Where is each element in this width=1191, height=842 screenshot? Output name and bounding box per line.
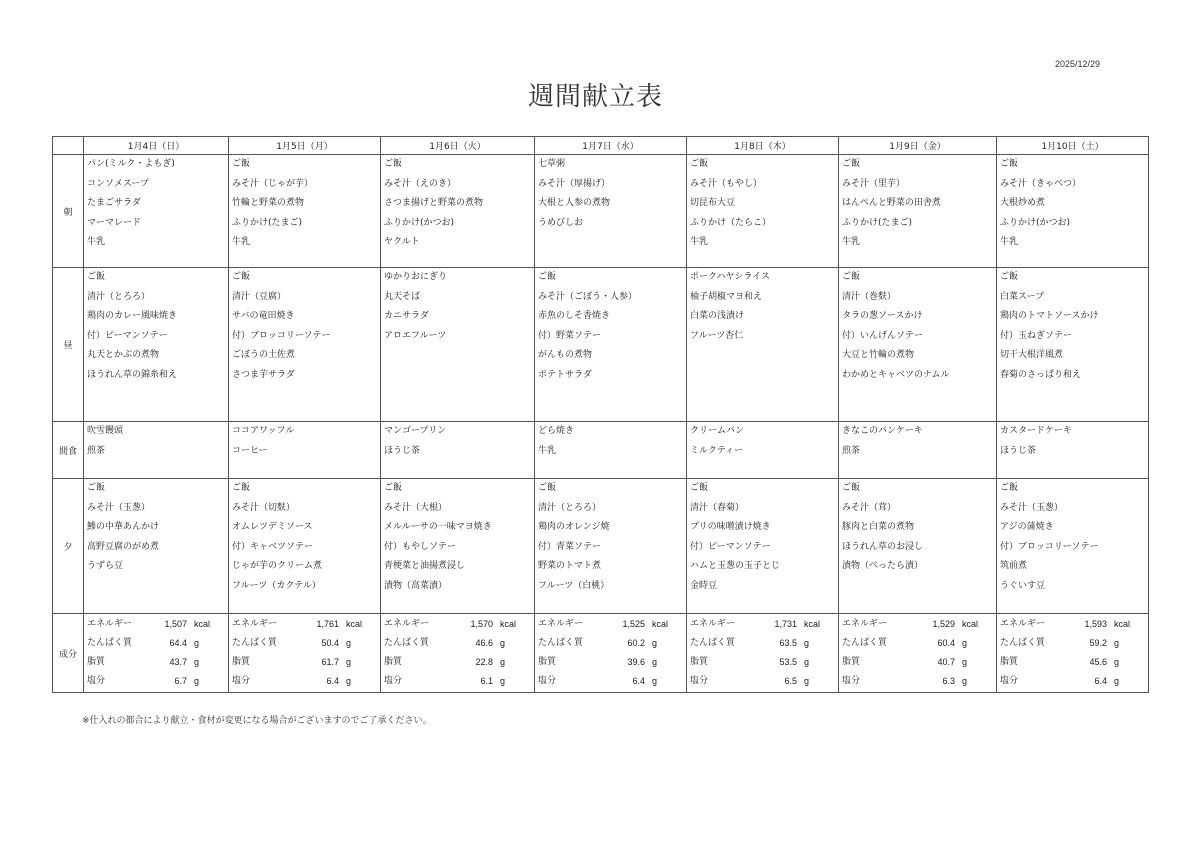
menu-item: ご飯 (842, 483, 861, 493)
menu-item: オムレツデミソース (232, 522, 313, 532)
weekly-menu-table (52, 136, 1149, 693)
nutrient-value: 1,529 (932, 619, 955, 629)
nutrient-value: 6.4 (632, 676, 645, 686)
menu-item: うぐいす豆 (1000, 580, 1046, 591)
nutrient-unit: g (962, 676, 968, 686)
nutrient-unit: g (652, 657, 658, 667)
menu-item: 牛乳 (1000, 237, 1019, 247)
nutrient-unit: g (962, 638, 968, 648)
menu-item: 付）ピーマンソテー (87, 330, 168, 341)
menu-item: 煎茶 (842, 445, 861, 456)
nutrition-cell (687, 614, 839, 693)
lunch-cell (687, 268, 839, 422)
menu-item: ミルクティー (690, 445, 744, 456)
menu-item: 牛乳 (232, 237, 251, 247)
nutrition-salt (842, 673, 996, 692)
nutrition-cell (381, 614, 535, 693)
nutrient-name: たんぱく質 (384, 638, 430, 648)
snack-cell (381, 422, 535, 479)
nutrient-unit: g (804, 638, 810, 648)
snack-cell (997, 422, 1149, 479)
nutrient-value: 6.7 (174, 676, 187, 686)
menu-item: アジの蒲焼き (1000, 522, 1054, 532)
nutrition-label: 成分 (53, 614, 84, 693)
menu-item: 白菜の浅漬け (690, 311, 745, 321)
menu-item: 吹雪饅頭 (87, 426, 124, 436)
menu-item: ほうれん草のお浸し (842, 541, 924, 552)
meal-label-dinner: 夕 (53, 479, 84, 614)
nutrition-energy (690, 616, 838, 635)
menu-item: 牛乳 (87, 237, 106, 247)
nutrition-energy (232, 616, 380, 635)
nutrient-value: 22.8 (475, 657, 493, 667)
nutrient-unit: kcal (194, 619, 211, 629)
menu-item: 鯵の中華あんかけ (87, 522, 160, 532)
nutrient-value: 50.4 (321, 638, 339, 648)
breakfast-cell (535, 155, 687, 268)
snack-cell (229, 422, 381, 479)
nutrition-protein (538, 635, 686, 654)
nutrient-unit: kcal (804, 619, 821, 629)
menu-item: ご飯 (232, 272, 251, 282)
menu-item: みそ汁（もやし） (690, 178, 763, 189)
nutrient-unit: kcal (962, 619, 979, 629)
menu-item: カスタードケーキ (1000, 426, 1072, 436)
menu-item: 牛乳 (690, 237, 709, 247)
nutrient-name: 脂質 (538, 657, 557, 667)
menu-item: ポテトサラダ (538, 369, 592, 380)
nutrient-name: 脂質 (690, 657, 709, 667)
nutrient-name: 塩分 (690, 676, 709, 686)
nutrient-value: 39.6 (627, 657, 645, 667)
menu-item: ふりかけ(たまご) (232, 217, 303, 228)
menu-item: ほうじ茶 (1000, 445, 1037, 456)
nutrition-energy (384, 616, 534, 635)
nutrition-salt (87, 673, 228, 692)
nutrient-unit: g (346, 638, 352, 648)
nutrient-name: 脂質 (384, 657, 403, 667)
menu-item: 牛乳 (842, 237, 861, 247)
snack-row (53, 422, 1149, 479)
menu-item: みそ汁（きゃべつ） (1000, 178, 1082, 189)
nutrient-value: 60.4 (937, 638, 955, 648)
menu-item: みそ汁（大根） (384, 502, 448, 513)
nutrient-value: 46.6 (475, 638, 493, 648)
menu-item: 付）ブロッコリーソテー (232, 330, 331, 341)
menu-item: 漬物（高菜漬） (384, 580, 448, 591)
nutrient-name: 脂質 (842, 657, 861, 667)
nutrient-value: 1,731 (774, 619, 797, 629)
menu-item: ご飯 (1000, 272, 1019, 282)
menu-item: みそ汁（茸） (842, 502, 897, 513)
nutrient-unit: kcal (500, 619, 517, 629)
menu-item: 柚子胡椒マヨ和え (690, 291, 763, 302)
nutrient-name: 脂質 (232, 657, 251, 667)
nutrient-unit: g (500, 676, 506, 686)
nutrition-cell (997, 614, 1149, 693)
dinner-cell (381, 479, 535, 614)
snack-cell (687, 422, 839, 479)
nutrition-fat (232, 654, 380, 673)
menu-item: ヤクルト (384, 237, 420, 247)
menu-item: 大根炒め煮 (1000, 198, 1046, 208)
dinner-cell (229, 479, 381, 614)
menu-item: 青梗菜と油揚煮浸し (384, 561, 466, 571)
nutrient-value: 1,525 (622, 619, 645, 629)
menu-item: 清汁（とろろ） (87, 291, 151, 302)
nutrient-unit: g (1114, 657, 1120, 667)
page-title: 週間献立表 (527, 82, 663, 112)
nutrition-cell (229, 614, 381, 693)
menu-item: ふりかけ(かつお) (1000, 217, 1071, 228)
nutrient-value: 40.7 (937, 657, 955, 667)
menu-item: ごぼうの土佐煮 (232, 350, 296, 360)
nutrient-name: 塩分 (384, 676, 403, 686)
menu-item: みそ汁（玉葱） (87, 502, 151, 513)
menu-item: 煎茶 (87, 445, 106, 456)
nutrition-cell (84, 614, 229, 693)
menu-item: じゃが芋のクリーム煮 (232, 561, 323, 571)
menu-item: 高野豆腐のがめ煮 (87, 541, 160, 552)
nutrition-protein (1000, 635, 1148, 654)
day-header: 1月8日（木） (687, 137, 839, 155)
nutrient-unit: g (1114, 676, 1120, 686)
menu-item: パン(ミルク・よもぎ) (87, 159, 175, 169)
nutrient-unit: kcal (346, 619, 363, 629)
lunch-cell (84, 268, 229, 422)
nutrient-unit: g (346, 657, 352, 667)
menu-item: ご飯 (384, 483, 403, 493)
nutrition-salt (690, 673, 838, 692)
menu-item: たまごサラダ (87, 198, 141, 208)
menu-item: 豚肉と白菜の煮物 (842, 522, 915, 532)
nutrient-name: 脂質 (1000, 657, 1019, 667)
nutrient-value: 6.4 (326, 676, 339, 686)
lunch-cell (229, 268, 381, 422)
nutrition-protein (690, 635, 838, 654)
nutrient-value: 45.6 (1089, 657, 1107, 667)
menu-item: 野菜のトマト煮 (538, 561, 602, 571)
nutrition-cell (839, 614, 997, 693)
menu-item: 竹輪と野菜の煮物 (232, 198, 305, 208)
menu-item: みそ汁（切麩） (232, 502, 296, 513)
nutrient-unit: g (804, 676, 810, 686)
nutrient-name: たんぱく質 (232, 638, 278, 648)
menu-item: 丸天そば (384, 291, 421, 302)
nutrient-unit: g (652, 676, 658, 686)
menu-item: フルーツ（カクテル） (232, 580, 321, 591)
dinner-cell (84, 479, 229, 614)
meal-label-lunch: 昼 (53, 268, 84, 422)
nutrition-protein (87, 635, 228, 654)
menu-item: ゆかりおにぎり (384, 272, 448, 282)
menu-item: 付）いんげんソテー (842, 330, 924, 341)
nutrition-salt (538, 673, 686, 692)
nutrient-unit: g (652, 638, 658, 648)
nutrient-unit: g (500, 657, 506, 667)
nutrient-value: 1,570 (470, 619, 493, 629)
menu-item: アロエフルーツ (384, 330, 447, 341)
menu-item: 春菊のさっぱり和え (1000, 369, 1082, 380)
menu-item: みそ汁（里芋） (842, 178, 906, 189)
nutrient-name: エネルギー (87, 619, 133, 629)
menu-item: ご飯 (232, 483, 251, 493)
lunch-cell (997, 268, 1149, 422)
nutrition-energy (1000, 616, 1148, 635)
menu-item: ご飯 (538, 272, 557, 282)
nutrient-unit: g (194, 657, 200, 667)
breakfast-cell (997, 155, 1149, 268)
menu-item: どら焼き (538, 426, 575, 436)
nutrient-name: エネルギー (232, 619, 278, 629)
nutrient-value: 1,761 (316, 619, 339, 629)
menu-item: うずら豆 (87, 561, 124, 571)
nutrient-unit: kcal (652, 619, 669, 629)
nutrition-fat (384, 654, 534, 673)
menu-item: ふりかけ(かつお) (384, 217, 455, 228)
menu-item: みそ汁（じゃが芋） (232, 178, 314, 189)
menu-item: 清汁（春菊） (690, 502, 745, 513)
nutrition-cell (535, 614, 687, 693)
nutrient-unit: g (346, 676, 352, 686)
menu-item: ふりかけ（たらこ） (690, 217, 772, 228)
menu-item: 付）野菜ソテー (538, 330, 602, 341)
breakfast-cell (229, 155, 381, 268)
dinner-row (53, 479, 1149, 614)
nutrient-name: 塩分 (842, 676, 861, 686)
menu-item: みそ汁（厚揚げ） (538, 178, 611, 189)
meal-label-snack: 間食 (53, 422, 84, 479)
nutrition-fat (87, 654, 228, 673)
day-header: 1月10日（土） (997, 137, 1149, 155)
day-header: 1月4日（日） (84, 137, 229, 155)
nutrient-name: 塩分 (87, 676, 106, 686)
nutrient-value: 6.3 (942, 676, 955, 686)
menu-item: 大根と人参の煮物 (538, 198, 611, 208)
menu-item: 付）ピーマンソテー (690, 541, 771, 552)
nutrition-fat (690, 654, 838, 673)
menu-item: みそ汁（ごぼう・人参） (538, 291, 638, 302)
menu-item: サバの竜田焼き (232, 311, 295, 321)
nutrition-energy (538, 616, 686, 635)
nutrient-name: たんぱく質 (690, 638, 736, 648)
menu-item: マンゴープリン (384, 426, 447, 436)
issue-date: 2025/12/29 (1054, 59, 1100, 69)
nutrition-fat (842, 654, 996, 673)
day-header: 1月9日（金） (839, 137, 997, 155)
menu-item: ご飯 (1000, 159, 1019, 169)
menu-item: ほうじ茶 (384, 445, 421, 456)
nutrient-value: 53.5 (779, 657, 797, 667)
snack-cell (839, 422, 997, 479)
menu-item: フルーツ杏仁 (690, 330, 744, 341)
nutrient-unit: g (962, 657, 968, 667)
nutrient-unit: g (194, 638, 200, 648)
nutrient-value: 63.5 (779, 638, 797, 648)
menu-item: がんもの煮物 (538, 350, 593, 360)
day-header: 1月7日（水） (535, 137, 687, 155)
menu-item: 付）青菜ソテー (538, 541, 602, 552)
menu-item: ハムと玉葱の玉子とじ (690, 561, 781, 571)
menu-item: さつま芋サラダ (232, 369, 295, 380)
menu-item: 切干大根洋風煮 (1000, 350, 1064, 360)
menu-item: 大豆と竹輪の煮物 (842, 350, 915, 360)
menu-item: ご飯 (690, 159, 709, 169)
menu-item: ご飯 (232, 159, 251, 169)
nutrient-value: 6.4 (1094, 676, 1107, 686)
menu-item: ご飯 (1000, 483, 1019, 493)
menu-item: 鶏肉のオレンジ焼 (538, 522, 610, 532)
nutrient-name: 塩分 (1000, 676, 1019, 686)
menu-item: 漬物（べったら漬） (842, 561, 924, 571)
menu-item: 丸天とかぶの煮物 (87, 350, 160, 360)
nutrient-name: エネルギー (842, 619, 888, 629)
menu-item: タラの葱ソースかけ (842, 311, 923, 321)
nutrient-name: たんぱく質 (842, 638, 888, 648)
menu-item: マーマレード (87, 217, 142, 228)
menu-item: ご飯 (384, 159, 403, 169)
snack-cell (535, 422, 687, 479)
dinner-cell (839, 479, 997, 614)
nutrient-value: 59.2 (1089, 638, 1107, 648)
menu-item: 清汁（豆腐） (232, 291, 287, 302)
menu-item: 七草粥 (538, 159, 566, 169)
menu-item: ほうれん草の錦糸和え (87, 369, 178, 380)
nutrient-value: 1,593 (1084, 619, 1107, 629)
nutrient-name: たんぱく質 (87, 638, 133, 648)
nutrient-value: 64.4 (169, 638, 187, 648)
menu-item: 付）もやしソテー (384, 541, 457, 552)
nutrient-name: エネルギー (1000, 619, 1046, 629)
day-header: 1月5日（月） (229, 137, 381, 155)
nutrition-row (53, 614, 1149, 693)
menu-item: 牛乳 (538, 445, 557, 456)
meal-label-breakfast: 朝 (53, 155, 84, 268)
menu-item: 金時豆 (690, 580, 718, 591)
nutrient-name: エネルギー (690, 619, 736, 629)
nutrition-salt (1000, 673, 1148, 692)
nutrition-energy (87, 616, 228, 635)
menu-item: 鶏肉のトマトソースかけ (1000, 311, 1099, 321)
breakfast-cell (839, 155, 997, 268)
menu-item: フルーツ（白桃） (538, 580, 610, 591)
menu-item: 赤魚のしそ香焼き (538, 311, 611, 321)
nutrient-name: エネルギー (538, 619, 584, 629)
menu-item: ご飯 (842, 159, 861, 169)
dinner-cell (997, 479, 1149, 614)
dinner-cell (535, 479, 687, 614)
menu-item: 付）玉ねぎソテー (1000, 330, 1073, 341)
menu-item: ご飯 (690, 483, 709, 493)
nutrient-unit: kcal (1114, 619, 1131, 629)
lunch-cell (535, 268, 687, 422)
lunch-cell (381, 268, 535, 422)
nutrient-value: 1,507 (164, 619, 187, 629)
nutrition-protein (842, 635, 996, 654)
menu-item: 筑前煮 (1000, 561, 1028, 571)
menu-item: 白菜スープ (1000, 291, 1045, 302)
nutrient-value: 43.7 (169, 657, 187, 667)
corner-cell (53, 137, 84, 155)
menu-item: メルルーサの一味マヨ焼き (384, 522, 492, 532)
menu-item: ご飯 (87, 483, 106, 493)
breakfast-row (53, 155, 1149, 268)
nutrition-protein (384, 635, 534, 654)
menu-item: 清汁（とろろ） (538, 502, 602, 513)
nutrition-salt (232, 673, 380, 692)
menu-item: わかめとキャベツのナムル (842, 369, 950, 380)
nutrient-name: たんぱく質 (538, 638, 584, 648)
header-row (53, 137, 1149, 155)
dinner-cell (687, 479, 839, 614)
menu-item: ご飯 (87, 272, 106, 282)
nutrition-salt (384, 673, 534, 692)
nutrition-protein (232, 635, 380, 654)
lunch-cell (839, 268, 997, 422)
menu-item: コンソメスープ (87, 178, 149, 189)
menu-item: ポークハヤシライス (690, 272, 771, 282)
menu-item: 鶏肉のカレー風味焼き (87, 311, 178, 321)
menu-item: うめびしお (538, 217, 584, 228)
menu-item: はんぺんと野菜の田舎煮 (842, 198, 941, 208)
nutrition-energy (842, 616, 996, 635)
menu-item: 清汁（巻麩） (842, 291, 897, 302)
nutrient-value: 6.5 (784, 676, 797, 686)
menu-item: みそ汁（えのき） (384, 178, 457, 189)
breakfast-cell (381, 155, 535, 268)
menu-item: カニサラダ (384, 311, 429, 321)
breakfast-cell (84, 155, 229, 268)
menu-item: クリームパン (690, 426, 745, 436)
nutrient-unit: g (1114, 638, 1120, 648)
nutrient-name: たんぱく質 (1000, 638, 1046, 648)
menu-item: 切昆布大豆 (690, 198, 736, 208)
menu-item: 付）ブロッコリーソテー (1000, 541, 1099, 552)
nutrient-value: 61.7 (321, 657, 339, 667)
lunch-row (53, 268, 1149, 422)
footer-note: ※仕入れの都合により献立・食材が変更になる場合がございますのでご了承ください。 (82, 716, 432, 726)
menu-item: ご飯 (538, 483, 557, 493)
nutrient-name: 脂質 (87, 657, 106, 667)
menu-item: ブリの味噌漬け焼き (690, 522, 771, 532)
nutrient-unit: g (194, 676, 200, 686)
nutrient-name: 塩分 (538, 676, 557, 686)
nutrient-name: 塩分 (232, 676, 251, 686)
nutrient-unit: g (804, 657, 810, 667)
nutrient-unit: g (500, 638, 506, 648)
nutrient-value: 6.1 (480, 676, 493, 686)
menu-item: きなこのパンケーキ (842, 426, 923, 436)
menu-item: さつま揚げと野菜の煮物 (384, 198, 484, 208)
snack-cell (84, 422, 229, 479)
menu-item: ふりかけ(たまご) (842, 217, 913, 228)
day-header: 1月6日（火） (381, 137, 535, 155)
menu-item: みそ汁（玉葱） (1000, 502, 1064, 513)
menu-item: ご飯 (842, 272, 861, 282)
nutrition-fat (1000, 654, 1148, 673)
nutrient-name: エネルギー (384, 619, 430, 629)
nutrient-value: 60.2 (627, 638, 645, 648)
nutrition-fat (538, 654, 686, 673)
breakfast-cell (687, 155, 839, 268)
menu-item: コーヒー (232, 445, 268, 456)
menu-item: 付）キャベツソテー (232, 541, 314, 552)
menu-item: ココアワッフル (232, 426, 295, 436)
